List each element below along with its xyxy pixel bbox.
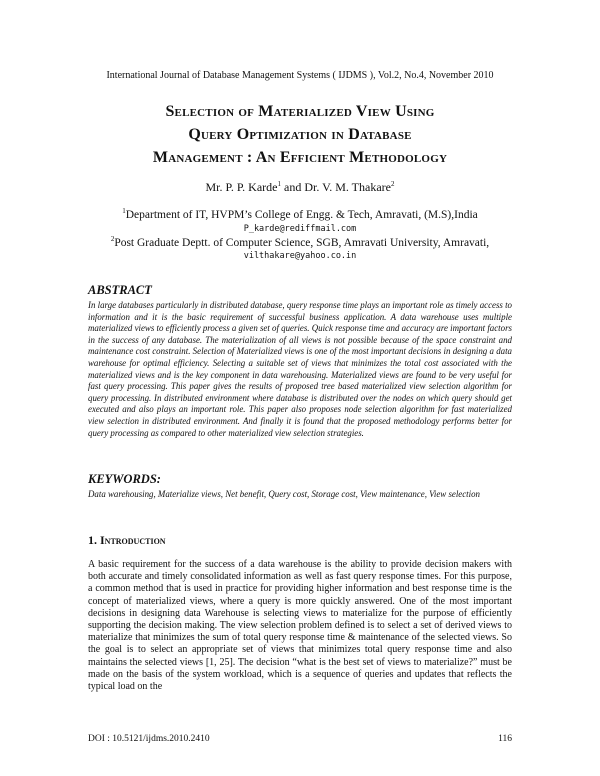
author-2-email[interactable]: vilthakare@yahoo.co.in (243, 251, 357, 261)
affiliation-1-text: Department of IT, HVPM’s College of Engg. & Tech, Amravati, (M.S),India (125, 209, 478, 221)
page-number: 116 (498, 734, 512, 744)
introduction-text: A basic requirement for the success of a data warehouse is the ability to provide decision makers with both accurate and timely consolidated information as well as fast query response times. For this purpose, a common method that is used in practice for providing higher information and best response time is the concept of materialized views, where a query is more quickly answered. One of the most important decisions in designing data Warehouse is selecting views to materialize for the purpose of efficiently supporting the decision making. The view selection problem defined is to select a set of derived views to materialize that minimizes the sum of total query response time & maintenance of the selected views. So the goal is to select an appropriate set of views that minimizes total query response time and also maintains the selected views [1, 25]. The decision “what is the best set of views to materialize?” must be made on the basis of the system workload, which is a sequence of queries and updates that reflects the typical load on the (88, 559, 512, 693)
title-line-2: Query Optimization in Database (188, 126, 412, 143)
affiliation-2-mark: 2 (110, 235, 115, 244)
keywords-text: Data warehousing, Materialize views, Net benefit, Query cost, Storage cost, View maintenance, View selection (88, 489, 480, 499)
title-line-3: Management : An Efficient Methodology (152, 149, 448, 166)
title-line-1: Selection of Materialized View Using (165, 103, 435, 120)
affiliation-1 (0, 209, 600, 221)
author-conjunction: and (281, 180, 305, 194)
keywords-heading: KEYWORDS: (88, 472, 161, 486)
affiliation-1-mark: 1 (122, 207, 126, 216)
author-1-affil-mark: 1 (277, 180, 281, 188)
author-line (0, 180, 600, 195)
section-title: Introduction (100, 533, 166, 547)
author-2: Dr. V. M. Thakare (304, 180, 391, 194)
affiliation-2-text: Post Graduate Deptt. of Computer Science, SGB, Amravati University, Amravati, (114, 237, 490, 249)
author-1: Mr. P. P. Karde (205, 180, 278, 194)
abstract-text: In large databases particularly in distributed database, query response time plays an important role as timely access to information and it is the basic requirement of successful business application. A data warehouse uses multiple materialized views to efficiently process a given set of queries. Quick response time and accuracy are important factors in the success of any database. The materialization of all views is not possible because of the space constraint and maintenance cost constraint. Selection of Materialized views is one of the most important decisions in designing a data warehouse for optimal efficiency. Selecting a suitable set of views that minimizes the total cost associated with the materialized views and is the key component in data warehousing. Materialized views are found to be very useful for fast query processing. This paper gives the results of proposed tree based materialized view selection algorithm for query processing. In distributed environment where database is distributed over the nodes on which query should get executed and also plays an important role. This paper also proposes node selection algorithm for fast materialized view selection in distributed environment. And finally it is found that the proposed methodology performs better for query processing as compared to other materialized view selection strategies. (88, 300, 512, 438)
affiliation-2 (0, 237, 600, 249)
author-1-email[interactable]: P_karde@rediffmail.com (243, 224, 357, 234)
doi-footer: DOI : 10.5121/ijdms.2010.2410 (88, 734, 210, 744)
abstract-heading: ABSTRACT (88, 283, 152, 297)
author-2-affil-mark: 2 (391, 180, 395, 188)
section-number: 1. (88, 533, 100, 547)
journal-header: International Journal of Database Management Systems ( IJDMS ), Vol.2, No.4, November 2010 (106, 70, 494, 81)
paper-title (60, 100, 540, 169)
introduction-heading (88, 533, 166, 548)
